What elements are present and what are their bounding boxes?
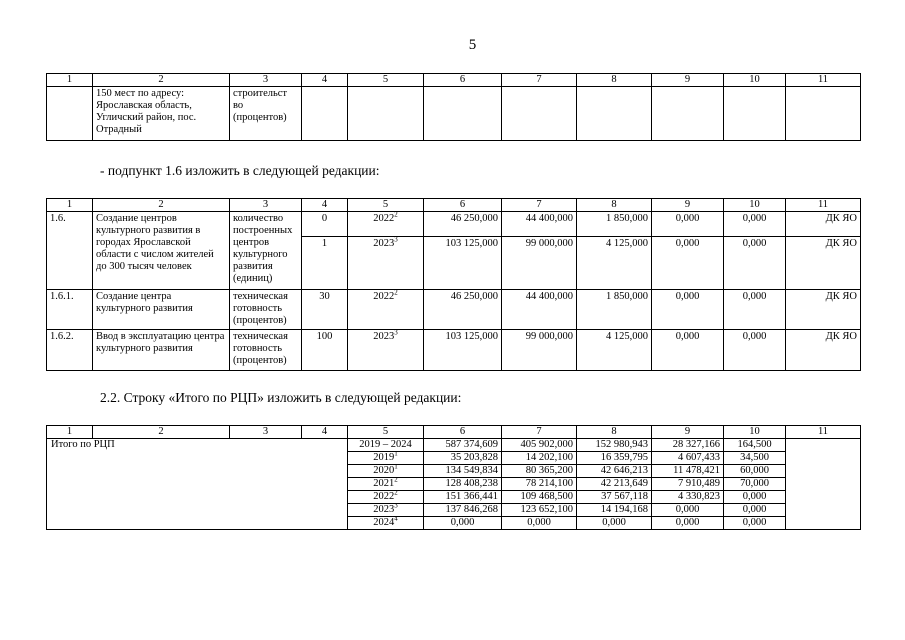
- col-header: 9: [652, 74, 724, 87]
- col-header: 4: [302, 74, 348, 87]
- cell-federal: 109 468,500: [502, 491, 577, 504]
- cell-federal: 405 902,000: [502, 439, 577, 452]
- cell-total: 128 408,238: [424, 478, 502, 491]
- cell-other: 34,500: [724, 452, 786, 465]
- cell-federal: 78 214,100: [502, 478, 577, 491]
- cell-regional: 152 980,943: [577, 439, 652, 452]
- cell-other: 0,000: [724, 504, 786, 517]
- col-header: 11: [786, 74, 861, 87]
- cell-federal: 123 652,100: [502, 504, 577, 517]
- cell-regional: 42 646,213: [577, 465, 652, 478]
- cell-total: 46 250,000: [424, 212, 502, 237]
- cell-regional: 1 850,000: [577, 290, 652, 330]
- col-header: 9: [652, 426, 724, 439]
- col-header: 2: [93, 74, 230, 87]
- col-header: 4: [302, 199, 348, 212]
- col-header: 2: [93, 199, 230, 212]
- cell-other: 0,000: [724, 212, 786, 237]
- col-header: 3: [230, 74, 302, 87]
- cell-indicator: 0: [302, 212, 348, 237]
- cell-regional: 4 125,000: [577, 237, 652, 290]
- col-header: 10: [724, 74, 786, 87]
- col-header: 1: [47, 74, 93, 87]
- table-row: [47, 439, 861, 452]
- cell-total: 0,000: [424, 517, 502, 530]
- cell-regional: 42 213,649: [577, 478, 652, 491]
- cell-other: 0,000: [724, 517, 786, 530]
- cell-name: Создание центра культурного развития: [93, 290, 230, 330]
- cell-total: 587 374,609: [424, 439, 502, 452]
- table-total-rcp: [46, 425, 861, 530]
- col-header: 6: [424, 74, 502, 87]
- cell-unit: количество построенных центров культурного развития (единиц): [230, 212, 302, 290]
- cell-regional: 16 359,795: [577, 452, 652, 465]
- cell-federal: 44 400,000: [502, 212, 577, 237]
- col-header: 11: [786, 426, 861, 439]
- col-header: 3: [230, 199, 302, 212]
- col-header: 1: [47, 426, 93, 439]
- col-header: 5: [348, 199, 424, 212]
- cell-regional: 4 125,000: [577, 330, 652, 371]
- cell-local: 0,000: [652, 212, 724, 237]
- col-header: 1: [47, 199, 93, 212]
- cell-name: Ввод в эксплуатацию центра культурного развития: [93, 330, 230, 371]
- col-header: 7: [502, 426, 577, 439]
- cell-year: 2021$^2$: [348, 478, 424, 491]
- col-header: 6: [424, 426, 502, 439]
- col-header: 10: [724, 199, 786, 212]
- cell-federal: 99 000,000: [502, 237, 577, 290]
- cell-year: 2023$^3$: [348, 330, 424, 371]
- cell-total: 151 366,441: [424, 491, 502, 504]
- cell-other: 60,000: [724, 465, 786, 478]
- cell-unit: техническая готовность (процентов): [230, 290, 302, 330]
- col-header: 4: [302, 426, 348, 439]
- cell-other: 164,500: [724, 439, 786, 452]
- col-header: 7: [502, 74, 577, 87]
- column-header-row: [47, 199, 861, 212]
- cell-year: 2023$^3$: [348, 237, 424, 290]
- cell-executor: ДК ЯО: [786, 212, 861, 237]
- cell-num: 1.6.2.: [47, 330, 93, 371]
- cell-year: 2022$^2$: [348, 290, 424, 330]
- cell-unit: строительст во (процентов): [230, 87, 302, 141]
- cell-total: 103 125,000: [424, 330, 502, 371]
- cell-name: 150 мест по адресу: Ярославская область, Угличский район, пос. Отрадный: [93, 87, 230, 141]
- cell-local: 0,000: [652, 504, 724, 517]
- cell-executor: ДК ЯО: [786, 237, 861, 290]
- cell-other: 70,000: [724, 478, 786, 491]
- page-number: 5: [468, 37, 477, 53]
- cell-num: 1.6.1.: [47, 290, 93, 330]
- cell-year: 2019$^1$: [348, 452, 424, 465]
- cell-total: 103 125,000: [424, 237, 502, 290]
- cell-indicator: 1: [302, 237, 348, 290]
- cell-total: 35 203,828: [424, 452, 502, 465]
- col-header: 3: [230, 426, 302, 439]
- col-header: 8: [577, 426, 652, 439]
- cell-local: 0,000: [652, 517, 724, 530]
- col-header: 5: [348, 426, 424, 439]
- cell-total: 46 250,000: [424, 290, 502, 330]
- cell-total: 137 846,268: [424, 504, 502, 517]
- cell-other: 0,000: [724, 330, 786, 371]
- cell-num: 1.6.: [47, 212, 93, 290]
- col-header: 9: [652, 199, 724, 212]
- cell-federal: 14 202,100: [502, 452, 577, 465]
- cell-total: 134 549,834: [424, 465, 502, 478]
- column-header-row: [47, 426, 861, 439]
- table-row: [47, 87, 861, 141]
- col-header: 10: [724, 426, 786, 439]
- cell-unit: техническая готовность (процентов): [230, 330, 302, 371]
- table-subpoint-1-6: [46, 198, 861, 371]
- cell-year: 2024$^4$: [348, 517, 424, 530]
- cell-federal: 80 365,200: [502, 465, 577, 478]
- cell-other: 0,000: [724, 290, 786, 330]
- cell-year: 2020$^1$: [348, 465, 424, 478]
- cell-other: 0,000: [724, 491, 786, 504]
- cell-year: 2022$^2$: [348, 491, 424, 504]
- col-header: 7: [502, 199, 577, 212]
- cell-year: 2022$^2$: [348, 212, 424, 237]
- cell-indicator: 100: [302, 330, 348, 371]
- paragraph-total-line: 2.2. Строку «Итого по РЦП» изложить в следующей редакции:: [100, 390, 462, 405]
- col-header: 6: [424, 199, 502, 212]
- col-header: 2: [93, 426, 230, 439]
- cell-executor: ДК ЯО: [786, 290, 861, 330]
- column-header-row: [47, 74, 861, 87]
- cell-local: 0,000: [652, 290, 724, 330]
- cell-total-label: Итого по РЦП: [47, 439, 348, 530]
- cell-executor: ДК ЯО: [786, 330, 861, 371]
- cell-local: 7 910,489: [652, 478, 724, 491]
- cell-local: 0,000: [652, 330, 724, 371]
- cell-indicator: 30: [302, 290, 348, 330]
- cell-federal: 44 400,000: [502, 290, 577, 330]
- cell-year: 2023$^3$: [348, 504, 424, 517]
- paragraph-subpoint: - подпункт 1.6 изложить в следующей редакции:: [100, 163, 380, 178]
- col-header: 8: [577, 74, 652, 87]
- col-header: 8: [577, 199, 652, 212]
- cell-regional: 14 194,168: [577, 504, 652, 517]
- cell-federal: 0,000: [502, 517, 577, 530]
- cell-executor: [786, 439, 861, 530]
- table-row: [47, 212, 861, 237]
- cell-other: 0,000: [724, 237, 786, 290]
- cell-local: 4 330,823: [652, 491, 724, 504]
- cell-federal: 99 000,000: [502, 330, 577, 371]
- table-row: [47, 330, 861, 371]
- table-continuation: [46, 73, 861, 141]
- cell-name: Создание центров культурного развития в городах Ярославской области с числом жителей до 300 тысяч человек: [93, 212, 230, 290]
- cell-regional: 1 850,000: [577, 212, 652, 237]
- cell-year: 2019 – 2024: [348, 439, 424, 452]
- table-row: [47, 290, 861, 330]
- col-header: 11: [786, 199, 861, 212]
- cell-local: 11 478,421: [652, 465, 724, 478]
- cell-local: 28 327,166: [652, 439, 724, 452]
- cell-regional: 0,000: [577, 517, 652, 530]
- cell-regional: 37 567,118: [577, 491, 652, 504]
- cell-local: 0,000: [652, 237, 724, 290]
- cell-local: 4 607,433: [652, 452, 724, 465]
- col-header: 5: [348, 74, 424, 87]
